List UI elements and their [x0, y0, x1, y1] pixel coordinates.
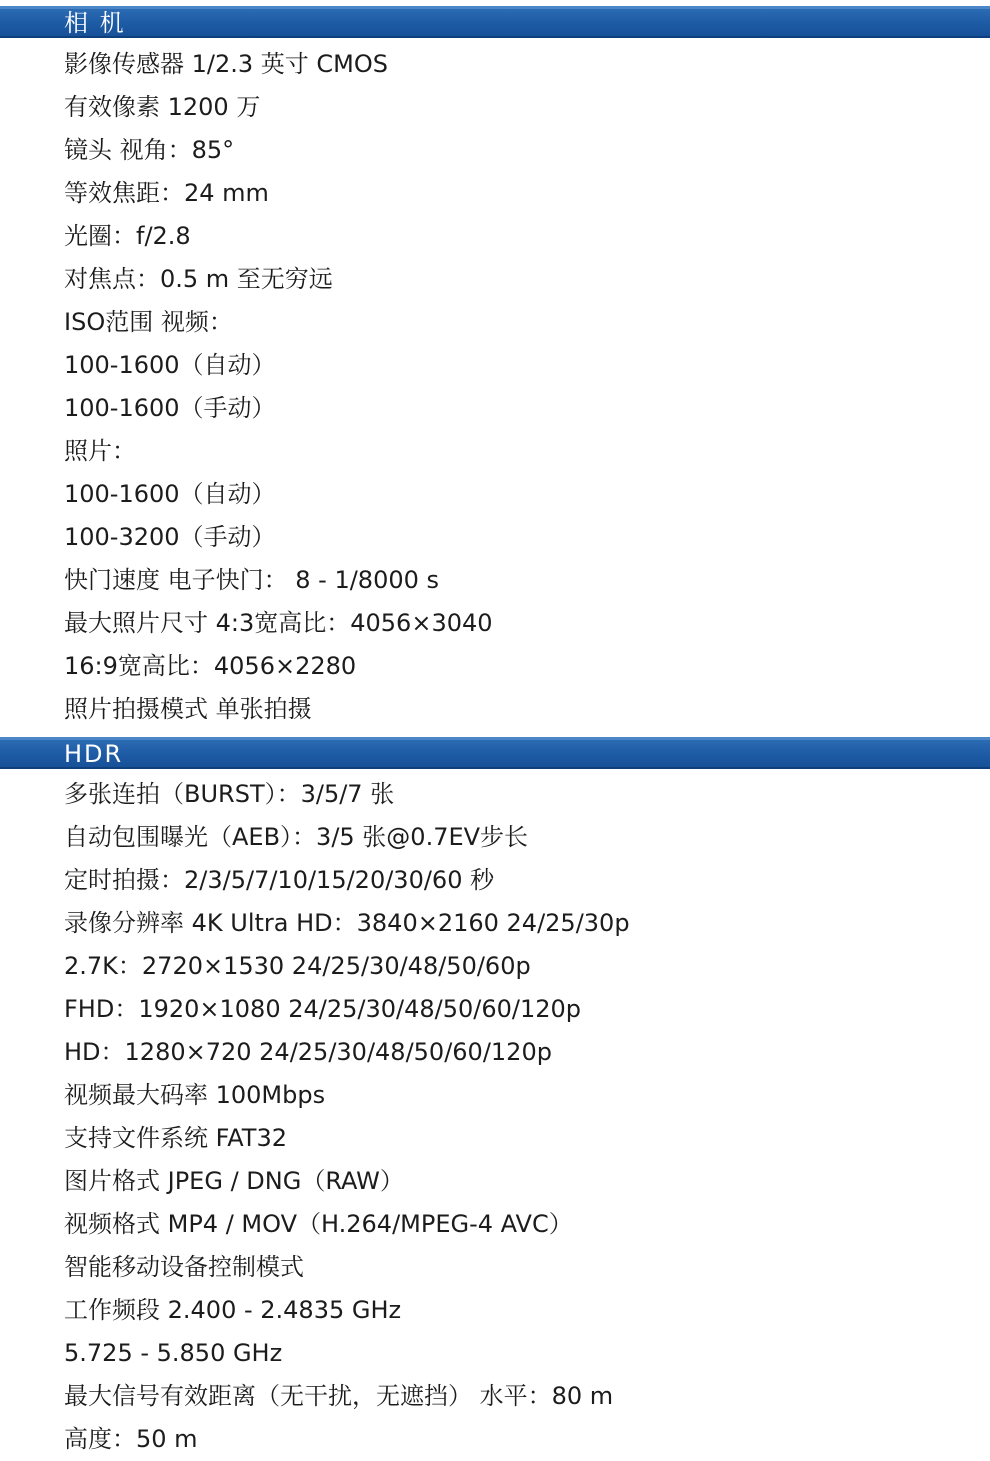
spec-row: 光圈：f/2.8 — [64, 222, 191, 250]
section-title-camera: 相 机 — [64, 9, 126, 37]
spec-row: 最大照片尺寸 4:3宽高比：4056×3040 — [64, 609, 493, 637]
spec-row: FHD：1920×1080 24/25/30/48/50/60/120p — [64, 995, 582, 1023]
spec-row: 快门速度 电子快门： 8 - 1/8000 s — [64, 566, 440, 594]
spec-row: 视频格式 MP4 / MOV（H.264/MPEG-4 AVC） — [64, 1210, 573, 1238]
spec-row: 5.725 - 5.850 GHz — [64, 1339, 283, 1367]
spec-row: HD：1280×720 24/25/30/48/50/60/120p — [64, 1038, 552, 1066]
spec-row: 自动包围曝光（AEB）：3/5 张@0.7EV步长 — [64, 823, 529, 851]
spec-row: 镜头 视角：85° — [64, 136, 235, 164]
spec-row: 多张连拍（BURST）：3/5/7 张 — [64, 780, 395, 808]
section-header-hdr — [0, 737, 990, 769]
spec-row: 影像传感器 1/2.3 英寸 CMOS — [64, 50, 388, 78]
spec-row: 16:9宽高比：4056×2280 — [64, 652, 357, 680]
spec-row: 100-1600（自动） — [64, 480, 276, 508]
spec-row: 定时拍摄：2/3/5/7/10/15/20/30/60 秒 — [64, 866, 495, 894]
spec-row: 100-1600（自动） — [64, 351, 276, 379]
spec-row: 对焦点：0.5 m 至无穷远 — [64, 265, 333, 293]
spec-row: ISO范围 视频： — [64, 308, 233, 336]
header-stripe-bottom — [0, 36, 990, 38]
spec-row: 有效像素 1200 万 — [64, 93, 261, 121]
spec-row: 照片： — [64, 437, 136, 465]
section-title-hdr: HDR — [64, 740, 124, 768]
spec-row: 支持文件系统 FAT32 — [64, 1124, 287, 1152]
spec-row: 智能移动设备控制模式 — [64, 1253, 304, 1281]
spec-row: 照片拍摄模式 单张拍摄 — [64, 695, 312, 723]
spec-row: 图片格式 JPEG / DNG（RAW） — [64, 1167, 404, 1195]
spec-row: 等效焦距：24 mm — [64, 179, 269, 207]
spec-list-camera — [64, 43, 493, 731]
spec-list-hdr — [64, 773, 630, 1461]
spec-row: 100-1600（手动） — [64, 394, 276, 422]
section-header-camera — [0, 6, 990, 38]
spec-row: 最大信号有效距离（无干扰，无遮挡） 水平：80 m — [64, 1382, 614, 1410]
header-stripe-bottom — [0, 767, 990, 769]
header-stripe-top — [0, 6, 990, 9]
spec-row: 视频最大码率 100Mbps — [64, 1081, 326, 1109]
header-stripe-top — [0, 737, 990, 740]
spec-row: 2.7K：2720×1530 24/25/30/48/50/60p — [64, 952, 531, 980]
spec-row: 录像分辨率 4K Ultra HD：3840×2160 24/25/30p — [64, 909, 630, 937]
spec-row: 工作频段 2.400 - 2.4835 GHz — [64, 1296, 402, 1324]
spec-row: 100-3200（手动） — [64, 523, 276, 551]
spec-row: 高度：50 m — [64, 1425, 198, 1453]
